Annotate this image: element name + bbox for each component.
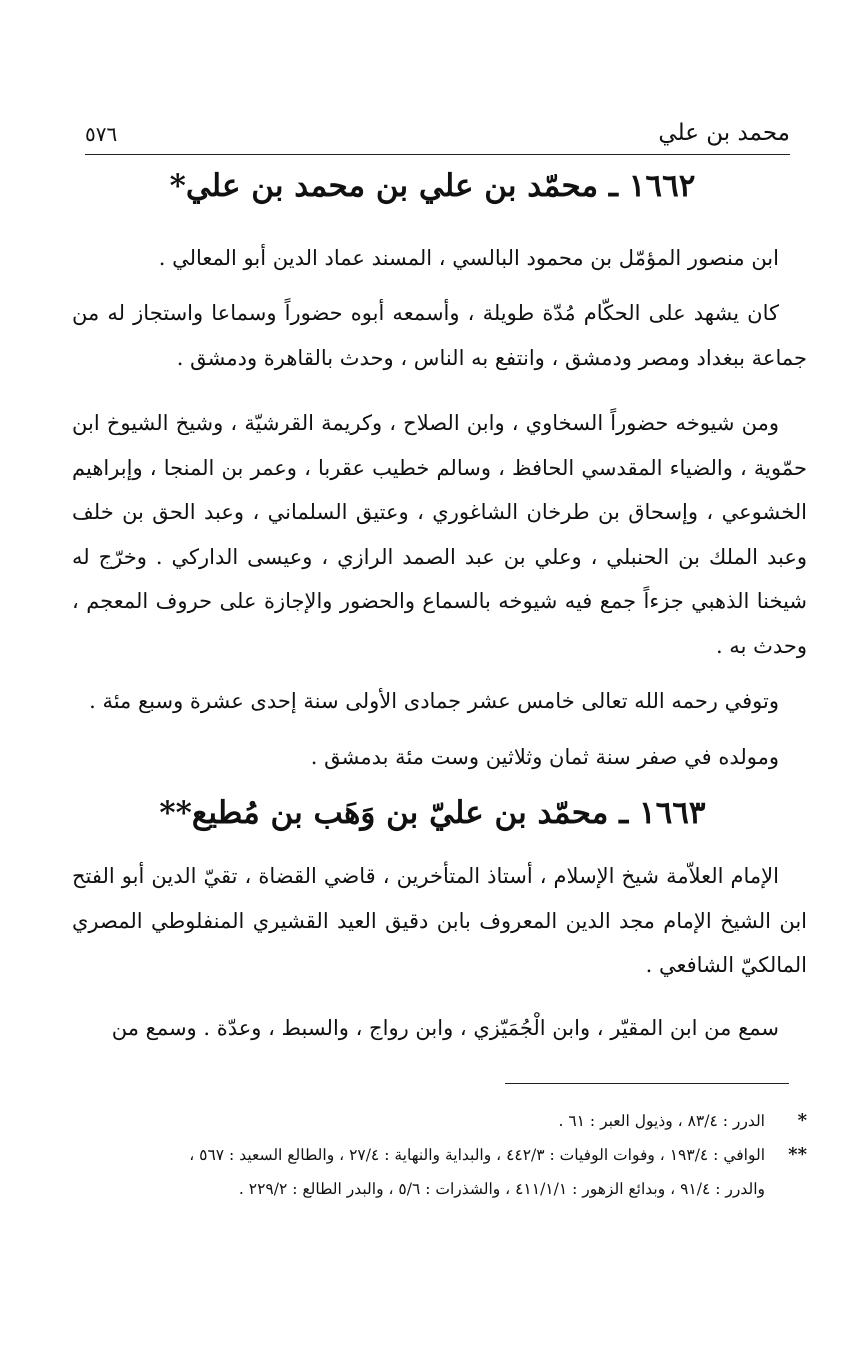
entry-paragraph: الإمام العلاّمة شيخ الإسلام ، أستاذ المتأخرين ، قاضي القضاة ، تقيّ الدين أبو الفتح ابن الشيخ الإمام مجد الدين المعروف بابن دقيق العيد القشيري المنفلوطي المصري المالكيّ الشافعي . [72, 864, 807, 977]
footnote-marker: ** [788, 1144, 807, 1165]
entry-paragraph: وتوفي رحمه الله تعالى خامس عشر جمادى الأولى سنة إحدى عشرة وسبع مئة . [89, 689, 779, 713]
entry-paragraph: سمع من ابن المقيّر ، وابن الْجُمَيّزي ، وابن رواج ، والسبط ، وعدّة . وسمع من [111, 1016, 779, 1040]
footnote-text: الدرر : ٨٣/٤ ، وذيول العبر : ٦١ . [558, 1112, 765, 1130]
footnote [62, 1138, 807, 1172]
footnote-text: الوافي : ١٩٣/٤ ، وفوات الوفيات : ٤٤٢/٣ ، والبداية والنهاية : ٢٧/٤ ، والطالع السعيد : ٥٦٧ ، [189, 1146, 765, 1164]
page-number: ٥٧٦ [85, 122, 118, 146]
footnote-divider [505, 1083, 789, 1084]
entry-heading: ١٦٦٣ ـ محمّد بن عليّ بن وَهَب بن مُطيع** [159, 795, 706, 831]
footnote-marker: * [797, 1110, 807, 1131]
running-head [85, 116, 790, 155]
entry-heading: ١٦٦٢ ـ محمّد بن علي بن محمد بن علي* [169, 168, 696, 204]
entry-paragraph: ومن شيوخه حضوراً السخاوي ، وابن الصلاح ، وكريمة القرشيّة ، وشيخ الشيوخ ابن حمّوية ، والضياء المقدسي الحافظ ، وسالم خطيب عقربا ، وعمر بن المنجا ، وإبراهيم الخشوعي ، وإسحاق بن طرخان الشاغوري ، وعتيق السلماني ، وعبد الحق بن خلف وعبد الملك بن الحنبلي ، وعلي بن عبد الصمد الرازي ، وعيسى الداركي . وخرّج له شيخنا الذهبي جزءاً جمع فيه شيوخه بالسماع والحضور والإجازة على حروف المعجم ، وحدث به . [72, 411, 807, 658]
entry-paragraph: ومولده في صفر سنة ثمان وثلاثين وست مئة بدمشق . [310, 745, 779, 769]
footnote-continuation: والدرر : ٩١/٤ ، وبدائع الزهور : ٤١١/١/١ ، والشذرات : ٥/٦ ، والبدر الطالع : ٢٢٩/٢ . [238, 1180, 765, 1198]
running-head-title: محمد بن علي [658, 120, 790, 146]
footnote [62, 1104, 807, 1138]
entry-paragraph: كان يشهد على الحكّام مُدّة طويلة ، وأسمعه أبوه حضوراً وسماعا واستجاز له من جماعة ببغداد ومصر ودمشق ، وانتفع به الناس ، وحدث بالقاهرة ودمشق . [72, 301, 807, 370]
entry-paragraph: ابن منصور المؤمّل بن محمود البالسي ، المسند عماد الدين أبو المعالي . [158, 246, 779, 270]
